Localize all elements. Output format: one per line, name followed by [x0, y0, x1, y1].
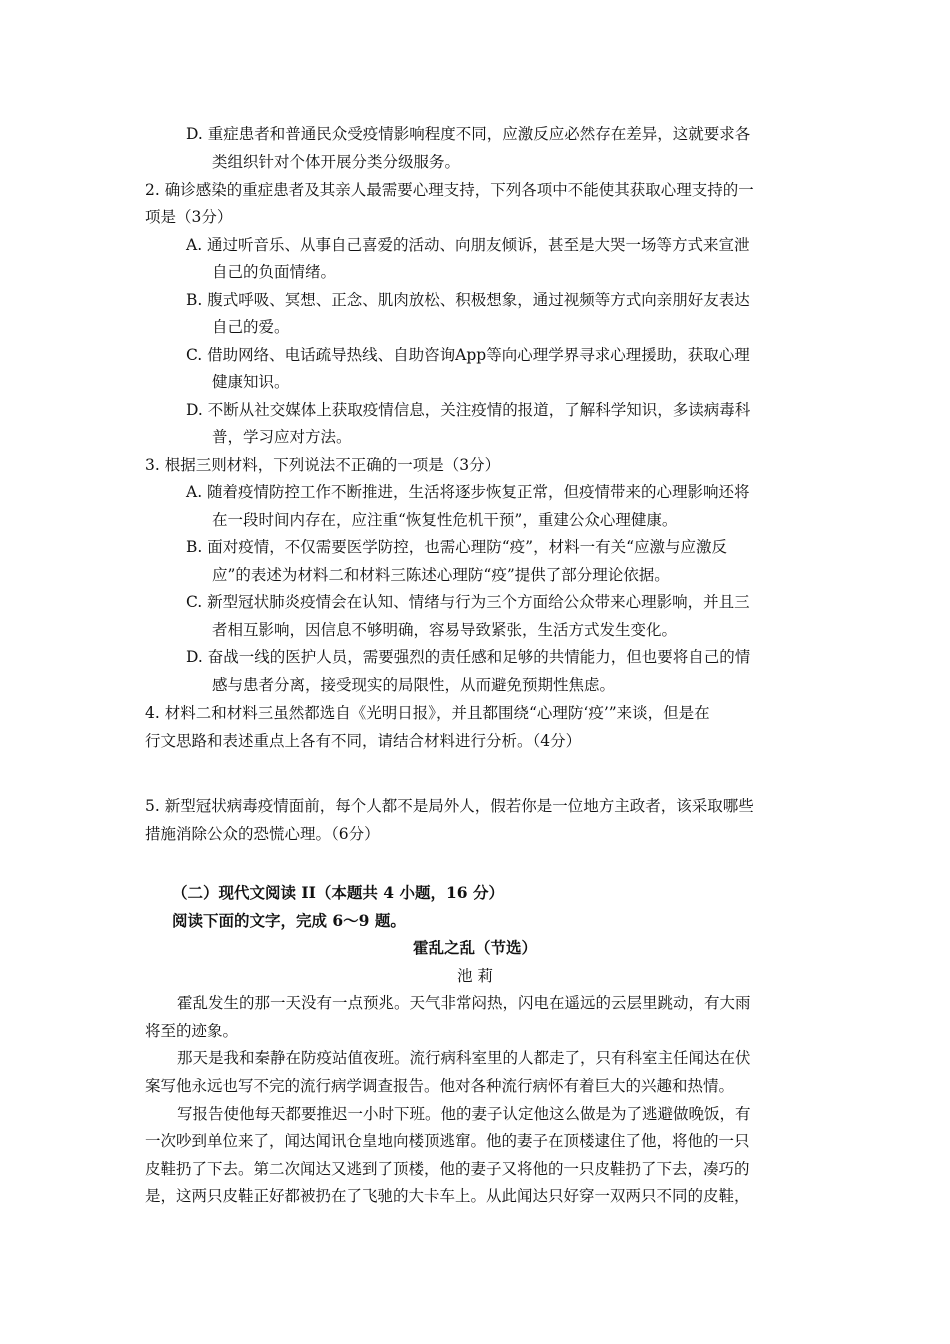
q2-stem-line1: 2. 确诊感染的重症患者及其亲人最需要心理支持，下列各项中不能使其获取心理支持的一	[145, 181, 754, 199]
q3-option-c-line2: 者相互影响，因信息不够明确，容易导致紧张，生活方式发生变化。	[212, 621, 678, 639]
q3-option-d-line2: 感与患者分离，接受现实的局限性，从而避免预期性焦虑。	[212, 676, 616, 694]
q4-line2: 行文思路和表述重点上各有不同，请结合材料进行分析。（4分）	[145, 732, 582, 750]
q3-option-a-line1: A. 随着疫情防控工作不断推进，生活将逐步恢复正常，但疫情带来的心理影响还将	[186, 483, 750, 501]
paragraph-1-line2: 将至的迹象。	[145, 1022, 239, 1040]
q2-option-d-line2: 普，学习应对方法。	[212, 428, 352, 446]
section-instruction: 阅读下面的文字，完成 6～9 题。	[172, 911, 406, 930]
q3-option-a-line2: 在一段时间内存在，应注重“恢复性危机干预”，重建公众心理健康。	[212, 511, 678, 529]
paragraph-3-line4: 是，这两只皮鞋正好都被扔在了飞驰的大卡车上。从此闻达只好穿一双两只不同的皮鞋，	[145, 1187, 750, 1205]
q1-option-d-line2: 类组织针对个体开展分类分级服务。	[212, 153, 461, 171]
q2-stem-line2: 项是（3分）	[145, 208, 233, 226]
paragraph-3-line3: 皮鞋扔了下去。第二次闻达又逃到了顶楼，他的妻子又将他的一只皮鞋扔了下去，凑巧的	[145, 1160, 750, 1178]
q3-option-b-line1: B. 面对疫情，不仅需要医学防控，也需心理防“疫”，材料一有关“应激与应激反	[186, 538, 728, 556]
q2-option-c-line2: 健康知识。	[212, 373, 290, 391]
section-heading: （二）现代文阅读 II（本题共 4 小题，16 分）	[172, 883, 504, 902]
article-author: 池 莉	[457, 967, 493, 985]
q2-option-d-line1: D. 不断从社交媒体上获取疫情信息，关注疫情的报道，了解科学知识，多读病毒科	[186, 401, 751, 419]
paragraph-3-line2: 一次吵到单位来了，闻达闻讯仓皇地向楼顶逃窜。他的妻子在顶楼逮住了他，将他的一只	[145, 1132, 750, 1150]
paragraph-2-line1: 那天是我和秦静在防疫站值夜班。流行病科室里的人都走了，只有科室主任闻达在伏	[177, 1049, 751, 1067]
q1-option-d-line1: D. 重症患者和普通民众受疫情影响程度不同，应激反应必然存在差异，这就要求各	[186, 125, 751, 143]
q2-option-b-line2: 自己的爱。	[212, 318, 290, 336]
paragraph-2-line2: 案写他永远也写不完的流行病学调查报告。他对各种流行病怀有着巨大的兴趣和热情。	[145, 1077, 735, 1095]
q2-option-a-line1: A. 通过听音乐、从事自己喜爱的活动、向朋友倾诉，甚至是大哭一场等方式来宣泄	[186, 236, 750, 254]
q3-option-c-line1: C. 新型冠状肺炎疫情会在认知、情绪与行为三个方面给公众带来心理影响，并且三	[186, 593, 750, 611]
q3-stem: 3. 根据三则材料，下列说法不正确的一项是（3分）	[145, 456, 501, 474]
q5-line1: 5. 新型冠状病毒疫情面前，每个人都不是局外人，假若你是一位地方主政者，该采取哪些	[145, 797, 754, 815]
q4-line1: 4. 材料二和材料三虽然都选自《光明日报》，并且都围绕“心理防‘疫’”来谈，但是在	[145, 704, 710, 722]
q2-option-b-line1: B. 腹式呼吸、冥想、正念、肌肉放松、积极想象，通过视频等方式向亲朋好友表达	[186, 291, 750, 309]
q2-option-a-line2: 自己的负面情绪。	[212, 263, 337, 281]
q3-option-b-line2: 应”的表述为材料二和材料三陈述心理防“疫”提供了部分理论依据。	[212, 566, 670, 584]
q5-line2: 措施消除公众的恐慌心理。（6分）	[145, 825, 380, 843]
q2-option-c-line1: C. 借助网络、电话疏导热线、自助咨询App等向心理学界寻求心理援助，获取心理	[186, 346, 750, 364]
paragraph-1-line1: 霍乱发生的那一天没有一点预兆。天气非常闷热，闪电在遥远的云层里跳动，有大雨	[177, 994, 751, 1012]
q3-option-d-line1: D. 奋战一线的医护人员，需要强烈的责任感和足够的共情能力，但也要将自己的情	[186, 648, 751, 666]
article-title: 霍乱之乱（节选）	[412, 938, 537, 957]
paragraph-3-line1: 写报告使他每天都要推迟一小时下班。他的妻子认定他这么做是为了逃避做晚饭，有	[177, 1105, 751, 1123]
